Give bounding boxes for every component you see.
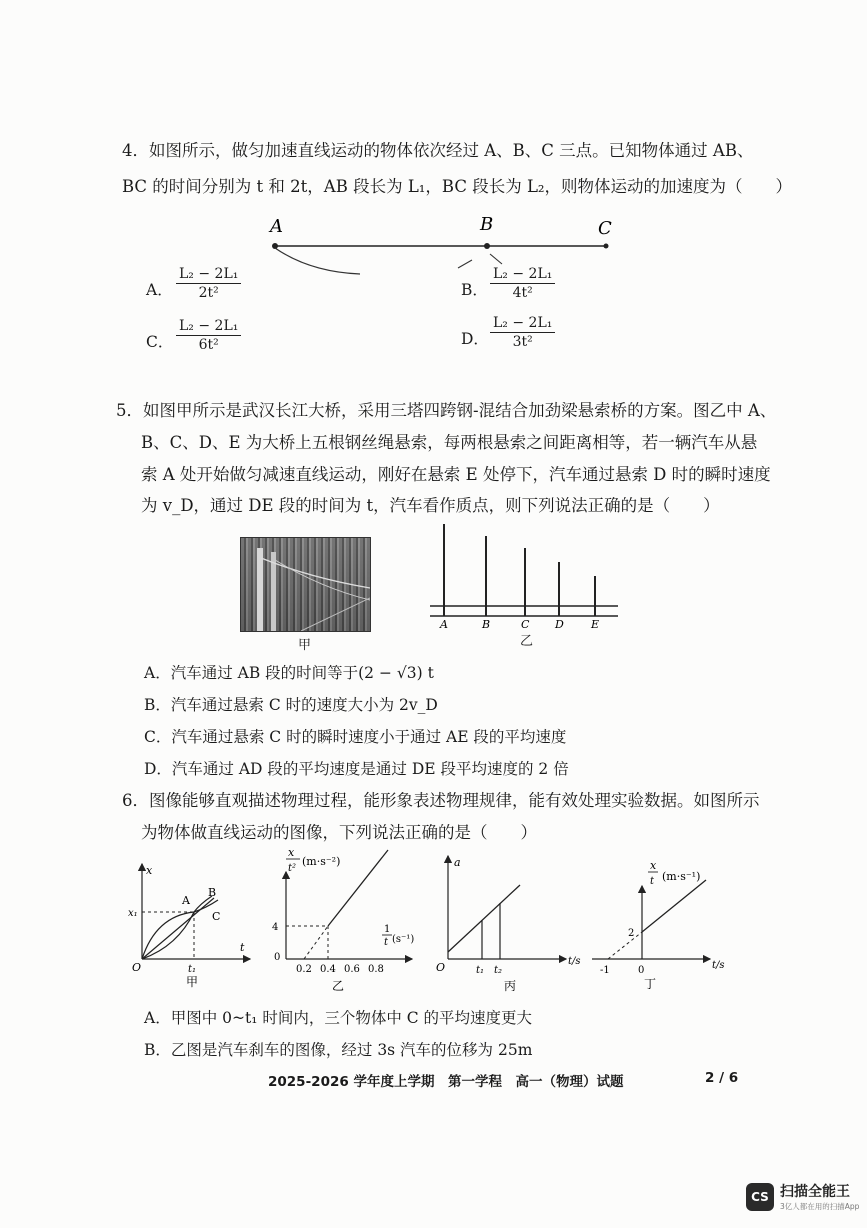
- q4-option-a-label: A．: [146, 281, 173, 299]
- yi-y-den: t²: [288, 863, 297, 874]
- graph-ding: [586, 856, 746, 991]
- q4-option-c-fraction: [176, 317, 241, 354]
- yi-x-tick-4: 0.8: [368, 964, 384, 975]
- jia-x-tick: t₁: [188, 964, 197, 975]
- cable-label-a: A: [440, 618, 448, 631]
- q4-option-b-den: 4t²: [512, 285, 533, 301]
- watermark-brand: 扫描全能王: [780, 1184, 850, 1200]
- jia-label-a: A: [182, 894, 190, 907]
- yi-y-num: x: [288, 846, 295, 859]
- q4-option-d-label: D．: [461, 330, 489, 348]
- q5-option-a: A．汽车通过 AB 段的时间等于(2 − √3) t: [144, 664, 434, 682]
- q4-option-c-label: C．: [146, 333, 174, 351]
- yi-dash-extension: [304, 926, 328, 959]
- ding-x-tick-neg1: -1: [600, 965, 610, 976]
- bing-origin: O: [436, 961, 446, 974]
- yi-caption: 乙: [332, 979, 345, 993]
- graph-jia: [126, 856, 256, 991]
- ding-y-tick: 2: [628, 928, 635, 939]
- q4-option-a-den: 2t²: [198, 285, 219, 301]
- yi-origin: 0: [274, 952, 281, 963]
- yi-x-den: t: [384, 937, 389, 948]
- yi-x-tick-3: 0.6: [344, 964, 360, 975]
- jia-x-label: t: [240, 941, 245, 954]
- page-number: 2 / 6: [705, 1070, 739, 1086]
- q5-line4: 为 v_D，通过 DE 段的时间为 t，汽车看作质点，则下列说法正确的是（ ）: [141, 496, 720, 515]
- q4-option-d-num: L₂ − 2L₁: [490, 314, 555, 333]
- jia-y-label: x: [146, 864, 153, 877]
- q6-line1: 6．图像能够直观描述物理过程，能形象表述物理规律，能有效处理实验数据。如图所示: [122, 791, 760, 810]
- yi-x-num: 1: [384, 924, 391, 935]
- q4-option-c-num: L₂ − 2L₁: [176, 317, 241, 336]
- bing-x-label: t/s: [568, 956, 581, 967]
- q4-label-a: A: [270, 216, 283, 237]
- q4-option-a-fraction: [176, 265, 241, 302]
- q6-option-a: A．甲图中 0~t₁ 时间内，三个物体中 C 的平均速度更大: [144, 1009, 533, 1027]
- cable-diagram: [426, 520, 622, 640]
- q4-option-b-fraction: [490, 265, 555, 302]
- jia-origin: O: [132, 961, 142, 974]
- yi-y-unit: (m·s⁻²): [302, 855, 341, 868]
- q4-line2: BC 的时间分别为 t 和 2t，AB 段长为 L₁，BC 段长为 L₂，则物体运动的加速度为（ ）: [122, 177, 793, 196]
- q5-line3: 索 A 处开始做匀减速直线运动，刚好在悬索 E 处停下，汽车通过悬索 D 时的瞬时速度: [141, 465, 771, 484]
- q5-option-c: C．汽车通过悬索 C 时的瞬时速度小于通过 AE 段的平均速度: [144, 728, 567, 746]
- bing-t2-label: t₂: [494, 965, 503, 976]
- ding-x-tick-0: 0: [638, 965, 645, 976]
- q4-option-c-den: 6t²: [198, 337, 219, 353]
- jia-line-b: [142, 898, 214, 959]
- q4-pen-mark: [275, 248, 360, 274]
- q6-option-b: B．乙图是汽车刹车的图像，经过 3s 汽车的位移为 25m: [144, 1041, 533, 1059]
- graph-yi: [262, 840, 422, 995]
- ding-caption: 丁: [644, 977, 657, 991]
- q4-segment-diagram: [260, 210, 620, 280]
- q4-line1: 4．如图所示，做匀加速直线运动的物体依次经过 A、B、C 三点。已知物体通过 AB、: [122, 141, 754, 160]
- yi-x-tick-2: 0.4: [320, 964, 336, 975]
- bridge-photo: [240, 537, 371, 632]
- bridge-photo-overlay: [241, 538, 370, 631]
- q4-point-c: [604, 244, 609, 249]
- camscanner-logo-icon: CS: [746, 1183, 774, 1211]
- cable-label-c: C: [521, 618, 530, 631]
- bing-t1-label: t₁: [476, 965, 485, 976]
- yi-y-tick: 4: [272, 922, 279, 933]
- q5-option-b: B．汽车通过悬索 C 时的速度大小为 2v_D: [144, 696, 438, 714]
- fig-yi-caption: 乙: [520, 634, 534, 649]
- yi-x-tick-1: 0.2: [296, 964, 312, 975]
- q5-option-d: D．汽车通过 AD 段的平均速度是通过 DE 段平均速度的 2 倍: [144, 760, 569, 778]
- jia-caption: 甲: [186, 975, 199, 989]
- ding-x-label: t/s: [712, 960, 725, 971]
- q4-point-b: [484, 243, 490, 249]
- graph-bing: [432, 852, 592, 992]
- jia-label-c: C: [212, 910, 221, 923]
- q4-option-d-den: 3t²: [512, 334, 533, 350]
- cable-label-b: B: [482, 618, 491, 631]
- ding-line: [642, 880, 706, 932]
- q5-line2: B、C、D、E 为大桥上五根钢丝绳悬索，每两根悬索之间距离相等，若一辆汽车从悬: [141, 433, 758, 452]
- jia-curve-a: [142, 900, 221, 959]
- footer-title: 2025-2026 学年度上学期 第一学程 高一（物理）试题: [268, 1074, 624, 1090]
- fig-jia-caption: 甲: [298, 638, 312, 653]
- q4-label-b: B: [480, 214, 494, 235]
- q4-label-c: C: [598, 218, 612, 239]
- cable-label-e: E: [591, 618, 600, 631]
- ding-y-den: t: [650, 876, 655, 887]
- watermark-tagline: 3亿人都在用的扫描App: [780, 1202, 860, 1211]
- ding-dash-extension: [608, 932, 642, 959]
- q4-option-b-label: B．: [461, 281, 488, 299]
- q4-option-a-num: L₂ − 2L₁: [176, 265, 241, 284]
- jia-y-tick: x₁: [128, 908, 138, 919]
- ding-y-unit: (m·s⁻¹): [662, 870, 701, 883]
- bing-y-label: a: [454, 856, 461, 869]
- yi-x-unit: (s⁻¹): [392, 934, 415, 945]
- jia-label-b: B: [208, 886, 217, 899]
- q5-line1: 5．如图甲所示是武汉长江大桥，采用三塔四跨钢-混结合加劲梁悬索桥的方案。图乙中 A、: [116, 401, 777, 420]
- q6-line2: 为物体做直线运动的图像，下列说法正确的是（ ）: [141, 823, 537, 842]
- q4-option-b-num: L₂ − 2L₁: [490, 265, 555, 284]
- ding-y-num: x: [650, 859, 657, 872]
- bing-caption: 丙: [504, 979, 517, 992]
- bing-line: [448, 885, 520, 952]
- scanner-watermark: [746, 1181, 859, 1212]
- cable-label-d: D: [555, 618, 564, 631]
- q4-option-d-fraction: [490, 314, 555, 351]
